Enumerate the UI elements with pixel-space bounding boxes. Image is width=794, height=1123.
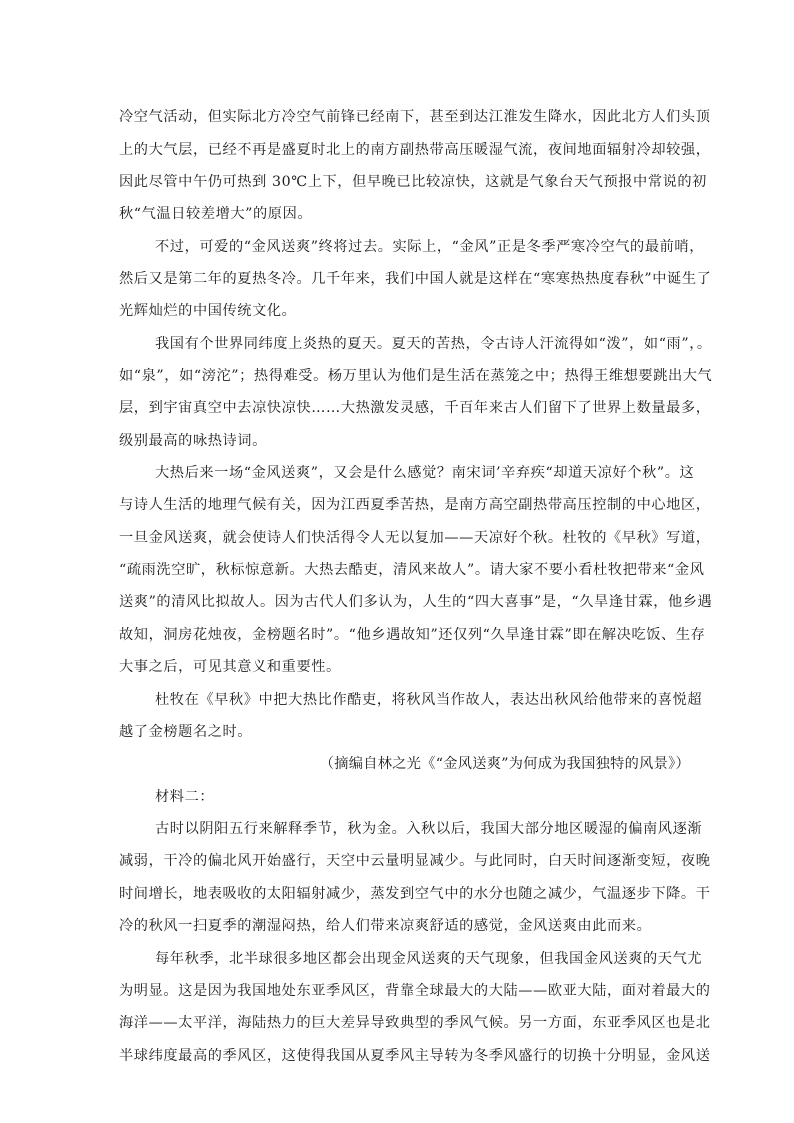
- text-line: 光辉灿烂的中国传统文化。: [119, 303, 297, 319]
- text-line: 冷的秋风一扫夏季的潮湿闷热，给人们带来凉爽舒适的感觉，金风送爽由此而来。: [119, 918, 652, 934]
- text-line: 级别最高的咏热诗词。: [119, 433, 267, 449]
- text-line: 送爽”的清风比拟故人。因为古代人们多认为，人生的“四大喜事”是，“久旱逢甘霖，他乡遇: [119, 594, 713, 610]
- text-line: 然后又是第二年的夏热冬冷。几千年来，我们中国人就是这样在“寒寒热热度春秋”中诞生了: [119, 271, 712, 287]
- text-line: 每年秋季，北半球很多地区都会出现金风送爽的天气现象，但我国金风送爽的天气尤: [155, 951, 703, 967]
- text-line: 因此尽管中午仍可热到 30℃上下，但早晚已比较凉快，这就是气象台天气预报中常说的初: [119, 174, 707, 190]
- text-line: 海洋——太平洋，海陆热力的巨大差异导致典型的季风气候。另一方面，东亚季风区也是北: [119, 1015, 711, 1031]
- text-line: 半球纬度最高的季风区，这使得我国从夏季风主导转为冬季风盛行的切换十分明显，金风送: [119, 1048, 711, 1064]
- text-line: 大热后来一场“金风送爽”，又会是什么感觉？南宋词’辛弃疾“却道天凉好个秋”。这: [155, 465, 695, 481]
- text-line: 秋“气温日较差增大”的原因。: [119, 206, 313, 222]
- text-line: 故知，洞房花烛夜，金榜题名时”。“他乡遇故知”还仅列“久旱逢甘霖”即在解决吃饭、生存: [119, 627, 706, 643]
- text-line: 一旦金风送爽，就会使诗人们快活得令人无以复加——天凉好个秋。杜牧的《早秋》写道，: [119, 530, 711, 546]
- text-line: 不过，可爱的“金风送爽”终将过去。实际上，“金风”正是冬季严寒冷空气的最前哨，: [155, 239, 704, 255]
- text-line: 古时以阴阳五行来解释季节，秋为金。入秋以后，我国大部分地区暖湿的偏南风逐渐: [155, 821, 703, 837]
- text-line: 与诗人生活的地理气候有关，因为江西夏季苦热，是南方高空副热带高压控制的中心地区，: [119, 497, 711, 513]
- text-line: 冷空气活动，但实际北方冷空气前锋已经南下，甚至到达江淮发生降水，因此北方人们头顶: [119, 109, 711, 125]
- text-line: 为明显。这是因为我国地处东亚季风区，背靠全球最大的大陆——欧亚大陆，面对着最大的: [119, 983, 711, 999]
- text-line: 越了金榜题名之时。: [119, 724, 253, 740]
- text-line: 上的大气层，已经不再是盛夏时北上的南方副热带高压暖湿气流，夜间地面辐射冷却较强，: [119, 142, 711, 158]
- source-citation: （摘编自林之光《“金风送爽”为何成为我国独特的风景》）: [319, 756, 690, 772]
- text-line: 层，到宇宙真空中去凉快凉快……大热激发灵感，千百年来古人们留下了世界上数量最多，: [119, 400, 711, 416]
- text-line: “疏雨洗空旷，秋标惊意新。大热去酷吏，清风来故人”。请大家不要小看杜牧把带来“金风: [119, 562, 705, 578]
- text-line: 材料二：: [155, 789, 215, 805]
- text-line: 时间增长，地表吸收的太阳辐射减少，蒸发到空气中的水分也随之减少，气温逐步下降。干: [119, 886, 711, 902]
- text-line: 杜牧在《早秋》中把大热比作酷吏，将秋风当作故人，表达出秋风给他带来的喜悦超: [155, 692, 703, 708]
- text-line: 如“泉”，如“滂沱”；热得难受。杨万里认为他们是生活在蒸笼之中；热得王维想要跳出大气: [119, 368, 713, 384]
- text-line: 大事之后，可见其意义和重要性。: [119, 659, 341, 675]
- text-line: 我国有个世界同纬度上炎热的夏天。夏天的苦热，令古诗人汗流得如“泼”，如“雨”，。: [155, 336, 712, 352]
- text-line: 减弱，干冷的偏北风开始盛行，天空中云量明显减少。与此同时，白天时间逐渐变短，夜晚: [119, 853, 711, 869]
